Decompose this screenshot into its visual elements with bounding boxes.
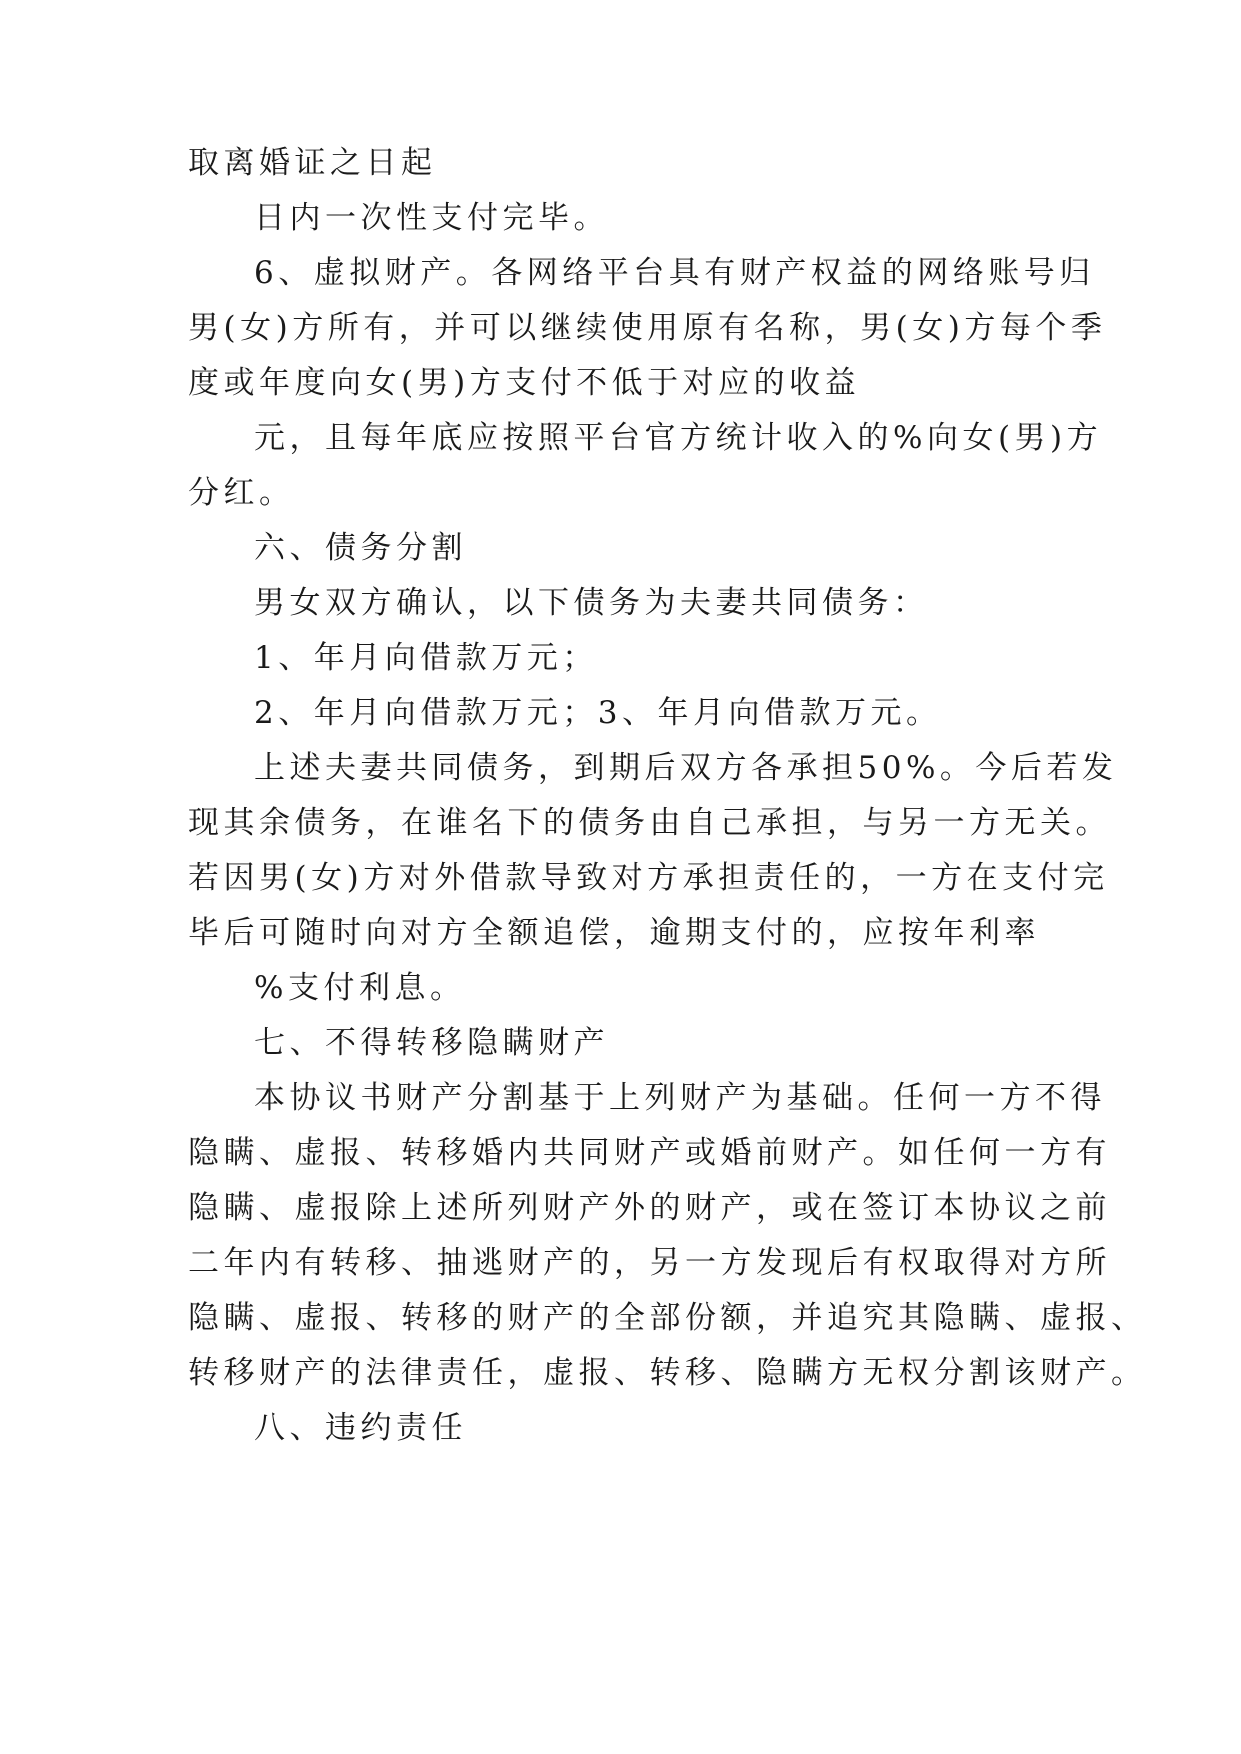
section-heading: 八、违约责任 <box>254 1410 467 1446</box>
text-line: 男女双方确认，以下债务为夫妻共同债务： <box>254 585 929 621</box>
text-line: 现其余债务，在谁名下的债务由自己承担，与另一方无关。 <box>188 805 1111 841</box>
section-heading: 六、债务分割 <box>254 530 467 566</box>
text-line: 隐瞒、虚报、转移婚内共同财产或婚前财产。如任何一方有 <box>188 1135 1111 1171</box>
text-line: 隐瞒、虚报除上述所列财产外的财产，或在签订本协议之前 <box>188 1190 1111 1226</box>
text-line: 毕后可随时向对方全额追偿，逾期支付的，应按年利率 <box>188 915 1040 951</box>
text-line: 男(女)方所有，并可以继续使用原有名称，男(女)方每个季 <box>188 310 1107 346</box>
text-line: 上述夫妻共同债务，到期后双方各承担50%。今后若发 <box>254 750 1118 786</box>
text-line: 元，且每年底应按照平台官方统计收入的%向女(男)方 <box>254 420 1103 456</box>
text-line: 二年内有转移、抽逃财产的，另一方发现后有权取得对方所 <box>188 1245 1111 1281</box>
text-line: 日内一次性支付完毕。 <box>254 200 609 236</box>
text-line: 取离婚证之日起 <box>188 145 437 181</box>
text-line: %支付利息。 <box>254 970 466 1006</box>
text-line: 分红。 <box>188 475 295 511</box>
text-line: 本协议书财产分割基于上列财产为基础。任何一方不得 <box>254 1080 1106 1116</box>
text-line: 1、年月向借款万元； <box>254 640 598 676</box>
text-line: 度或年度向女(男)方支付不低于对应的收益 <box>188 365 861 401</box>
text-line: 2、年月向借款万元；3、年月向借款万元。 <box>254 695 942 731</box>
section-heading: 七、不得转移隐瞒财产 <box>254 1025 609 1061</box>
text-line: 隐瞒、虚报、转移的财产的全部份额，并追究其隐瞒、虚报、 <box>188 1300 1147 1336</box>
text-line: 若因男(女)方对外借款导致对方承担责任的，一方在支付完 <box>188 860 1109 896</box>
text-line: 转移财产的法律责任，虚报、转移、隐瞒方无权分割该财产。 <box>188 1355 1147 1391</box>
text-line: 6、虚拟财产。各网络平台具有财产权益的网络账号归 <box>254 255 1095 291</box>
